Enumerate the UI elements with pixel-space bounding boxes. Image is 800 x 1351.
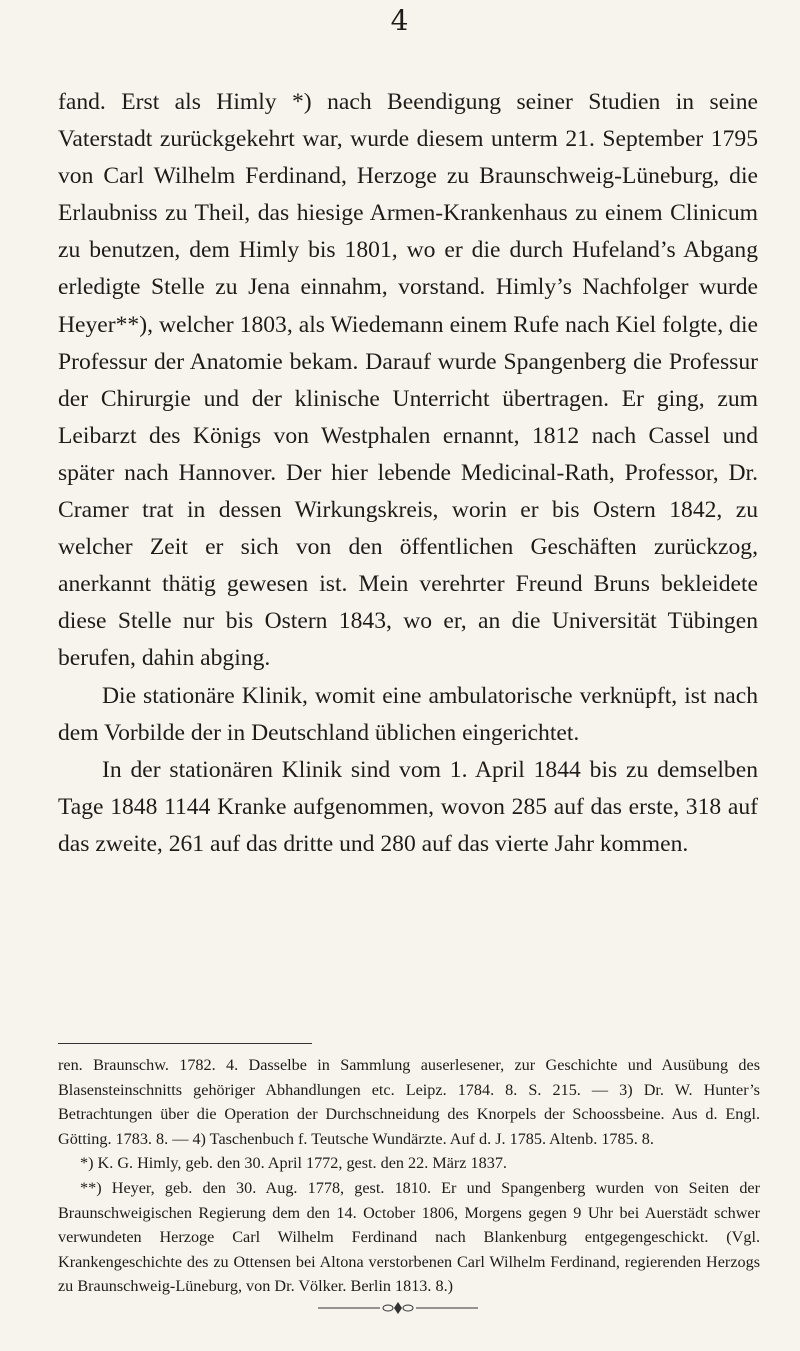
footnotes xyxy=(58,1053,760,1299)
body-paragraph-3: In der stationären Klinik sind vom 1. April 1844 bis zu demselben Tage 1848 1144 Kranke aufgenommen, wovon 285 auf das erste, 318 auf das zweite, 261 auf das dritte und 280 auf das vierte Jahr kommen. xyxy=(58,756,758,857)
footnote-continuation: ren. Braunschw. 1782. 4. Dasselbe in Sammlung auserlesener, zur Geschichte und Ausübung des Blasensteinschnitts gehöriger Abhandlungen etc. Leipz. 1784. 8. S. 215. — 3) Dr. W. Hunter’s Betrachtungen über die Operation der Durchschneidung des Knorpels der Schoossbeine. Aus d. Engl. Götting. 1783. 8. — 4) Taschenbuch f. Teutsche Wundärzte. Auf d. J. 1785. Altenb. 1785. 8. xyxy=(58,1056,760,1148)
footnote-himly: *) K. G. Himly, geb. den 30. April 1772, gest. den 22. März 1837. xyxy=(80,1154,507,1173)
end-ornament xyxy=(318,1300,478,1316)
body-paragraph-1: fand. Erst als Himly *) nach Beendigung seiner Studien in seine Vaterstadt zurückgekehrt war, wurde diesem unterm 21. September 1795 von Carl Wilhelm Ferdinand, Herzoge zu Braunschweig-Lüneburg, die Erlaubniss zu Theil, das hiesige Armen-Krankenhaus zu einem Clinicum zu benutzen, dem Himly bis 1801, wo er die durch Hufeland’s Abgang erledigte Stelle zu Jena einnahm, vorstand. Himly’s Nachfolger wurde Heyer**), welcher 1803, als Wiedemann einem Rufe nach Kiel folgte, die Professur der Anatomie bekam. Darauf wurde Spangenberg die Professur der Chirurgie und der klinische Unterricht übertragen. Er ging, zum Leibarzt des Königs von Westphalen ernannt, 1812 nach Cassel und später nach Hannover. Der hier lebende Medicinal-Rath, Professor, Dr. Cramer trat in dessen Wirkungskreis, worin er bis Ostern 1842, zu welcher Zeit er sich von den öffentlichen Geschäften zurückzog, anerkannt thätig gewesen ist. Mein verehrter Freund Bruns bekleidete diese Stelle nur bis Ostern 1843, wo er, an die Universität Tübingen berufen, dahin abging. xyxy=(58,89,758,672)
body-paragraph-2: Die stationäre Klinik, womit eine ambulatorische verknüpft, ist nach dem Vorbilde der in Deutschland üblichen eingerichtet. xyxy=(58,682,758,746)
footnote-heyer: **) Heyer, geb. den 30. Aug. 1778, gest. 1810. Er und Spangenberg wurden von Seiten der Braunschweigischen Regierung dem den 14. October 1806, Morgens gegen 9 Uhr bei Auerstädt schwer verwundeten Herzoge Carl Wilhelm Ferdinand nach Blankenburg entgegengeschickt. (Vgl. Krankengeschichte des zu Ottensen bei Altona verstorbenen Carl Wilhelm Ferdinand, regierenden Herzogs zu Braunschweig-Lüneburg, von Dr. Völker. Berlin 1813. 8.) xyxy=(58,1178,760,1296)
main-text xyxy=(58,84,758,863)
footnote-divider xyxy=(58,1043,312,1044)
page-number: 4 xyxy=(390,4,410,37)
